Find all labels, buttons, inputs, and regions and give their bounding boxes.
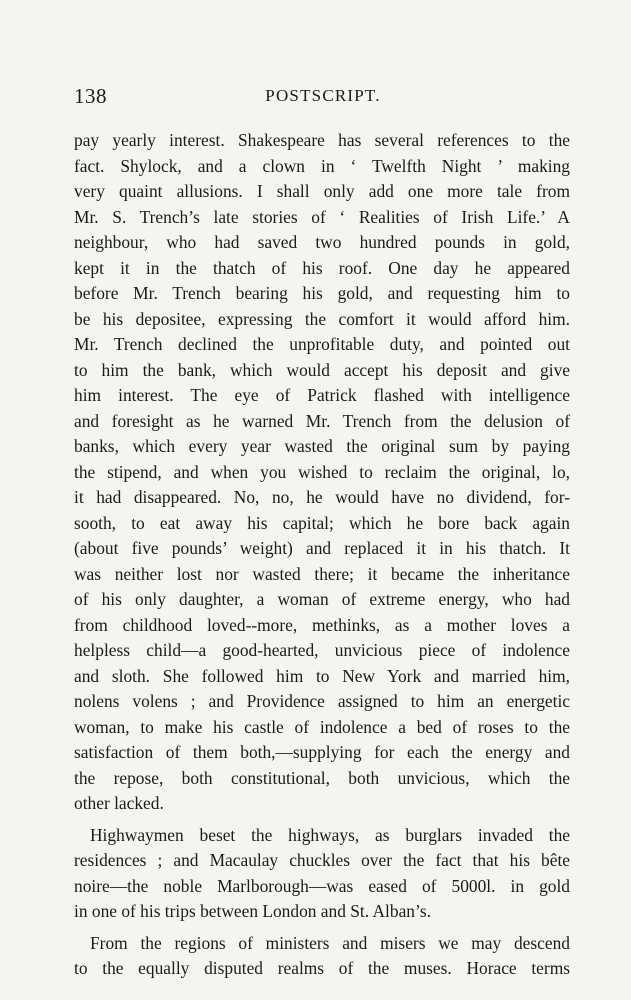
text-line: Mr. S. Trench’s late stories of ‘ Realities of Irish Life.’ A (74, 206, 570, 227)
text-line: to the equally disputed realms of the muses. Horace terms (74, 958, 570, 978)
text-line: of his only daughter, a woman of extreme energy, who had (74, 589, 570, 609)
paragraph (74, 823, 570, 925)
text-line: other lacked. (74, 793, 164, 813)
text-line: him interest. The eye of Patrick flashed with intelligence (74, 385, 570, 405)
page-number: 138 (74, 84, 107, 108)
text-line: was neither lost nor wasted there; it became the inheritance (74, 563, 570, 584)
text-line: sooth, to eat away his capital; which he bore back again (74, 512, 570, 533)
text-line: the stipend, and when you wished to reclaim the original, lo, (74, 461, 570, 482)
text-line: Mr. Trench declined the unprofitable duty, and pointed out (74, 334, 570, 354)
text-line: in one of his trips between London and St. Alban’s. (74, 901, 431, 921)
text-line: and sloth. She followed him to New York and married him, (74, 665, 570, 686)
text-line: (about five pounds’ weight) and replaced it in his thatch. It (74, 538, 570, 558)
text-line: from childhood loved--more, methinks, as a mother loves a (74, 614, 570, 635)
text-line: and foresight as he warned Mr. Trench from the delusion of (74, 410, 570, 431)
text-line: the repose, both constitutional, both unvicious, which the (74, 767, 570, 788)
text-line: residences ; and Macaulay chuckles over the fact that his bête (74, 850, 570, 870)
text-line: banks, which every year wasted the original sum by paying (74, 436, 570, 456)
paragraph (74, 128, 570, 817)
text-line: to him the bank, which would accept his deposit and give (74, 359, 570, 380)
text-line: helpless child—a good-hearted, unvicious piece of indolence (74, 640, 570, 660)
paragraph (74, 931, 570, 982)
text-line: Highwaymen beset the highways, as burglars invaded the (90, 824, 570, 845)
text-line: fact. Shylock, and a clown in ‘ Twelfth Night ’ making (74, 155, 570, 176)
text-line: nolens volens ; and Providence assigned to him an energetic (74, 691, 570, 711)
text-line: noire—the noble Marlborough—was eased of 5000l. in gold (74, 875, 570, 896)
running-head (74, 84, 572, 110)
text-line: neighbour, who had saved two hundred pounds in gold, (74, 232, 570, 252)
text-line: be his depositee, expressing the comfort it would afford him. (74, 308, 570, 329)
text-line: before Mr. Trench bearing his gold, and requesting him to (74, 283, 570, 303)
text-line: pay yearly interest. Shakespeare has several references to the (74, 130, 570, 150)
text-line: it had disappeared. No, no, he would have no dividend, for- (74, 487, 570, 507)
text-line: satisfaction of them both,—supplying for each the energy and (74, 742, 570, 762)
text-line: From the regions of ministers and misers we may descend (90, 932, 570, 953)
running-title: POSTSCRIPT. (265, 86, 381, 105)
text-line: very quaint allusions. I shall only add one more tale from (74, 181, 570, 201)
text-line: kept it in the thatch of his roof. One day he appeared (74, 257, 570, 278)
body-text (74, 128, 570, 982)
text-line: woman, to make his castle of indolence a bed of roses to the (74, 716, 570, 737)
